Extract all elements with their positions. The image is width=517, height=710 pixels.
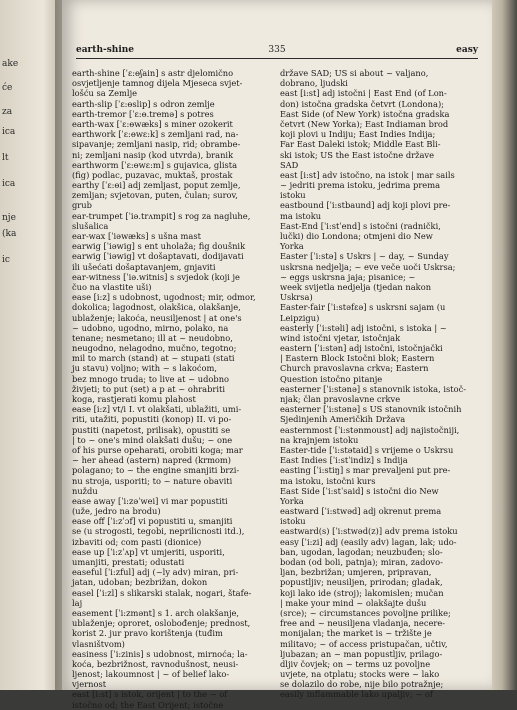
entry-line: neugodno, nelagodno, mučno, tegotno; [72,343,237,354]
adjacent-page-fragment: ica [2,179,16,189]
entry-line: eastern [ˈi:stən] adj istočni, istočnjački [280,343,443,354]
entry-line: vjernost [72,679,107,690]
entry-line: easterner [ˈi:stənə] s stanovnik istoka, istoč- [280,383,467,394]
entry-line: ljenost; lakoumnost | ~ of belief lako- [72,669,230,680]
entry-line: ni; zemljani nasip (kod utvrda), branik [72,149,234,160]
entry-line: (fig) podlac, puzavac, muktaš, prostak [72,169,233,180]
entry-line: zemljan; svjetovan, puten, čulan; surov, [72,190,238,201]
entry-line: | to ~ one's mind olakšati dušu; ~ one [72,434,233,445]
entry-line: ski istok; US the East istočne države [280,149,435,160]
page-stack-edge [492,0,517,690]
adjacent-page-fragment: (ka [2,229,17,239]
adjacent-page-fragment: za [2,107,13,117]
entry-line: ma istoku, istočni kurs [280,475,376,486]
entry-line: sipavanje; zemljani nasip, rid; obrambe- [72,139,241,150]
entry-line: ~ udobno, ugodno, mirno, polako, na [72,322,229,333]
entry-line: easy [ˈi:zi] adj (easily adv) lagan, lak; udo- [280,536,457,547]
entry-line: ma istoku [280,210,322,221]
entry-line: Easter-tide [ˈi:stətaid] s vrijeme o Uskrsu [280,444,454,455]
entry-line: East Indies [ˈi:stˈindiz] s Indija [280,455,408,466]
entry-line: riti, utažiti, popustiti (konop) II. vi po- [72,414,232,425]
adjacent-page-fragment: lt [2,153,9,163]
adjacent-page-fragment: nje [2,213,16,223]
entry-line: Easter [ˈi:stə] s Uskrs | ~ day, ~ Sunday [280,251,449,262]
entry-line: Question istočno pitanje [280,373,383,384]
entry-line: ju stavu) voljno; with ~ s lakoćom, [72,363,218,374]
entry-line: Church pravoslavna crkva; Eastern [280,363,429,374]
entry-line: | Eastern Block Istočni blok; Eastern [280,353,435,364]
entry-line: se (u strogosti, tegobi, neprilicnosti itd.), [72,526,245,537]
entry-line: pustiti (napetost, prilisak), opustiti se [72,424,231,435]
adjacent-page-fragment: ica [2,127,16,137]
entry-line: njak; član pravoslavne crkve [280,394,401,404]
entry-line: bodan (od boli, patnja); miran, zadovo- [280,557,443,567]
left-column [72,68,266,710]
entry-line: korist 2. jur pravo korištenja (tuđim [72,628,223,639]
entry-line: Easter-fair [ˈi:stəfɛə] s uskrsni sajam (u [280,302,446,313]
right-column [280,68,474,700]
entry-line: Yorka [280,495,304,506]
entry-line: earth-tremor [ˈɛ:ɵ.tremə] s potres [72,108,214,119]
entry-line: živjeti; to put (set) a p at ~ ohrabriti [72,383,226,394]
entry-line: države SAD; US si about ~ valjano, [280,68,429,78]
entry-line: osvjetljenje tamnog dijela Mjeseca svjet- [72,78,243,89]
header-last-entry: easy [456,45,478,55]
entry-line: istoku [280,190,306,201]
entry-line: don) istočna gradska četvrt (Londona); [280,98,444,109]
entry-line: čuo na vlastite uši) [72,281,152,292]
entry-line: uvjete, na otplatu; stocks were ~ lako [280,669,440,680]
adjacent-page-fragment: ic [2,255,10,265]
entry-line: popustljiv; neusiljen, prirodan; gladak, [280,577,443,588]
entry-line: jatan, udoban; bezbrižan, dokon [72,577,208,588]
entry-line: ease [i:z] s udobnost, ugodnost; mir, odmor, [72,292,256,303]
entry-line: easily inflammable lako upaljiv; ~ of [280,689,433,700]
entry-line: umanjiti, prestati; odustati [72,557,185,567]
entry-line: East Side [ˈi:stˈsaid] s istočni dio New [280,485,439,496]
adjacent-page-fragment: ake [2,59,19,69]
entry-line: grub [72,200,92,211]
entry-line: SAD [280,159,299,170]
entry-line: | make your mind ~ olakšajte dušu [280,597,427,608]
entry-line: Far East Daleki istok; Middle East Bli- [280,139,441,150]
entry-line: Yorka [280,241,304,252]
entry-line: earthworm [ˈɛ:ɵwɛ:m] s gujavica, glista [72,159,238,170]
entry-line: lučki) dio Londona; otmjeni dio New [280,231,433,241]
entry-line: monijalan; the market is ~ tržište je [280,628,432,639]
entry-line: week svijetla nedjelja (tjedan nakon [280,281,432,292]
entry-line: ili ušećati došaptavanjem, gnjaviti [72,261,216,272]
entry-line: istoku [280,516,306,527]
entry-line: earwig [ˈiəwig] vt došaptavati, dodijavati [72,251,244,262]
entry-line: ease away [ˈi:zəˈwei] vi mar popustiti [72,495,228,506]
adjacent-page-edge [0,0,62,690]
entry-line: na krajnjem istoku [280,434,359,445]
entry-line: ~ eggs uskrsna jaja; pisanice; ~ [280,271,416,282]
entry-line: nuždu [72,485,98,496]
entry-line: vlasništvom) [72,638,125,649]
entry-line: easeful [ˈi:zful] adj (~ly adv) miran, pri- [72,567,239,578]
entry-line: east [i:st] adv istočno, na istok | mar sails [280,169,455,180]
entry-line: ljan, bezbrižan; umjeren, pripravan, [280,567,432,578]
header-first-entry: earth-shine [76,45,135,55]
dictionary-page [62,0,492,710]
entry-line: ear-witness [ˈiə.witnis] s svjedok (koji je [72,271,240,282]
entry-line: eastward(s) [ˈi:stwəd(z)] adv prema istoku [280,526,458,537]
entry-line: easterner [ˈi:stənə] s US stanovnik istočnih [280,404,462,415]
entry-line: mil to march (stand) at ~ stupati (stati [72,353,235,364]
entry-line: militavo; ~ of access pristupačan, učtiv, [280,638,448,649]
entry-line: dobrano, ljudski [280,78,348,89]
entry-line: free and ~ neusiljena vladanja, necere- [280,618,446,629]
entry-line: dokolica; lagodnost, olakšica, olakšanje, [72,302,241,313]
entry-line: tenane; nesmetano; ill at ~ neudobno, [72,332,233,343]
entry-line: ublaženje; oproret, oslobođenje; prednost, [72,618,251,629]
entry-line: istočno od; the East Orijent; istočne [72,699,224,710]
entry-line: of his purse opeharati, orobiti koga; mar [72,444,243,455]
entry-line: Uskrsa) [280,292,313,303]
entry-line: koji plovi u Indiju; East Indies Indija; [280,129,436,140]
entry-line: laj [72,597,83,608]
running-head [76,44,478,59]
entry-line: wind istočni vjetar, istočnjak [280,332,401,343]
entry-line: easting [ˈi:stiŋ] s mar prevaljeni put pre- [280,465,451,476]
entry-line: East-End [ˈi:stˈend] s istočni (radnički, [280,220,441,231]
adjacent-page-fragment: će [2,83,13,93]
entry-line: bez mnogo truda; to live at ~ udobno [72,373,230,384]
entry-line: easterly [ˈi:stəli] adj istočni, s istoka | ~ [280,322,447,333]
entry-line: easiness [ˈi:zinis] s udobnost, mirnoća; la- [72,648,248,659]
entry-line: ease up [ˈi:zˈʌp] vt umjeriti, usporiti, [72,546,225,557]
page-number: 335 [268,45,286,55]
entry-line: earwig [ˈiəwig] s ent uholaža; fig doušnik [72,241,246,252]
entry-line: četvrt (New Yorka); East Indiaman brod [280,118,449,129]
entry-line: eastward [ˈi:stwəd] adj okrenut prema [280,506,442,517]
entry-line: Sjedinjenih Američkih Država [280,414,406,425]
entry-line: East Side (of New York) istočna gradska [280,108,450,119]
entry-line: earth-wax [ˈɛ:ɵwæks] s miner ozokerit [72,118,233,129]
entry-line: ~ jedriti prema istoku, jedrima prema [280,180,441,191]
entry-line: koji lako ide (stroj); lakomislen; mučan [280,587,444,598]
entry-line: ear-trumpet [ˈiə.trʌmpit] s rog za nagluhe, [72,210,251,221]
entry-line: ublaženje; lakoća, neusiljenost | at one's [72,312,242,323]
entry-line: uskrsna nedjelja; ~ eve veče uoči Uskrsa; [280,261,456,272]
entry-line: ease [i:z] vt/i I. vt olakšati, ublažiti, umi- [72,404,242,415]
entry-line: earth-slip [ˈɛ:ɵslip] s odron zemlje [72,98,215,109]
entry-line: koga, rastjerati komu plahost [72,394,196,404]
entry-line: dljiv čovjek; on ~ terms uz povoljne [280,658,431,669]
entry-line: polagano; to ~ the engine smanjiti brzi- [72,465,240,476]
entry-line: lošću sa Zemlje [72,88,138,99]
entry-line: eastbound [ˈi:stbaund] adj koji plovi pre- [280,200,451,211]
entry-line: koća, bezbrižnost, ravnodušnost, neusi- [72,658,239,669]
entry-line: Leipzigu) [280,312,320,323]
entry-line: izbaviti od; com pasti (dionice) [72,536,202,547]
entry-line: ease off [ˈi:zˈɔf] vi popustiti u, smanjiti [72,516,233,527]
entry-line: east [i:st] s istok, orijent | to the ~ of [72,689,228,700]
entry-line: (uže, jedro na brodu) [72,506,161,517]
entry-line: earth-shine [ˈɛ:ɵʃain] s astr djelomično [72,68,234,78]
entry-line: ~ her ahead (astern) napred (krmom) [72,455,232,466]
entry-line: easternmost [ˈi:stənmoust] adj najistočniji, [280,424,460,435]
entry-line: ban, ugodan, lagodan; neuzbuđen; slo- [280,546,443,557]
entry-line: earthy [ˈɛ:ɵi] adj zemljast, poput zemlje, [72,180,241,191]
entry-line: easel [ˈi:zl] s slikarski stalak, nogari, štafe- [72,587,252,598]
entry-line: earthwork [ˈɛ:ɵwɛ:k] s zemljani rad, na- [72,129,239,140]
entry-line: (srce); ~ circumstances povoljne prilike; [280,607,451,618]
entry-line: east [i:st] adj istočni | East End (of Lon- [280,88,447,99]
entry-line: ljubazan; an ~ man popustljiv, prilago- [280,648,443,659]
entry-line: easement [ˈi:zmənt] s 1. arch olakšanje, [72,607,240,618]
entry-line: nu stroja, usporiti; to ~ nature obaviti [72,475,233,486]
entry-line: slušalica [72,220,109,231]
entry-line: ear-wax [ˈiəwæks] s ušna mast [72,231,201,241]
entry-line: se dolazilo do robe, nije bilo potražnje; [280,679,444,690]
